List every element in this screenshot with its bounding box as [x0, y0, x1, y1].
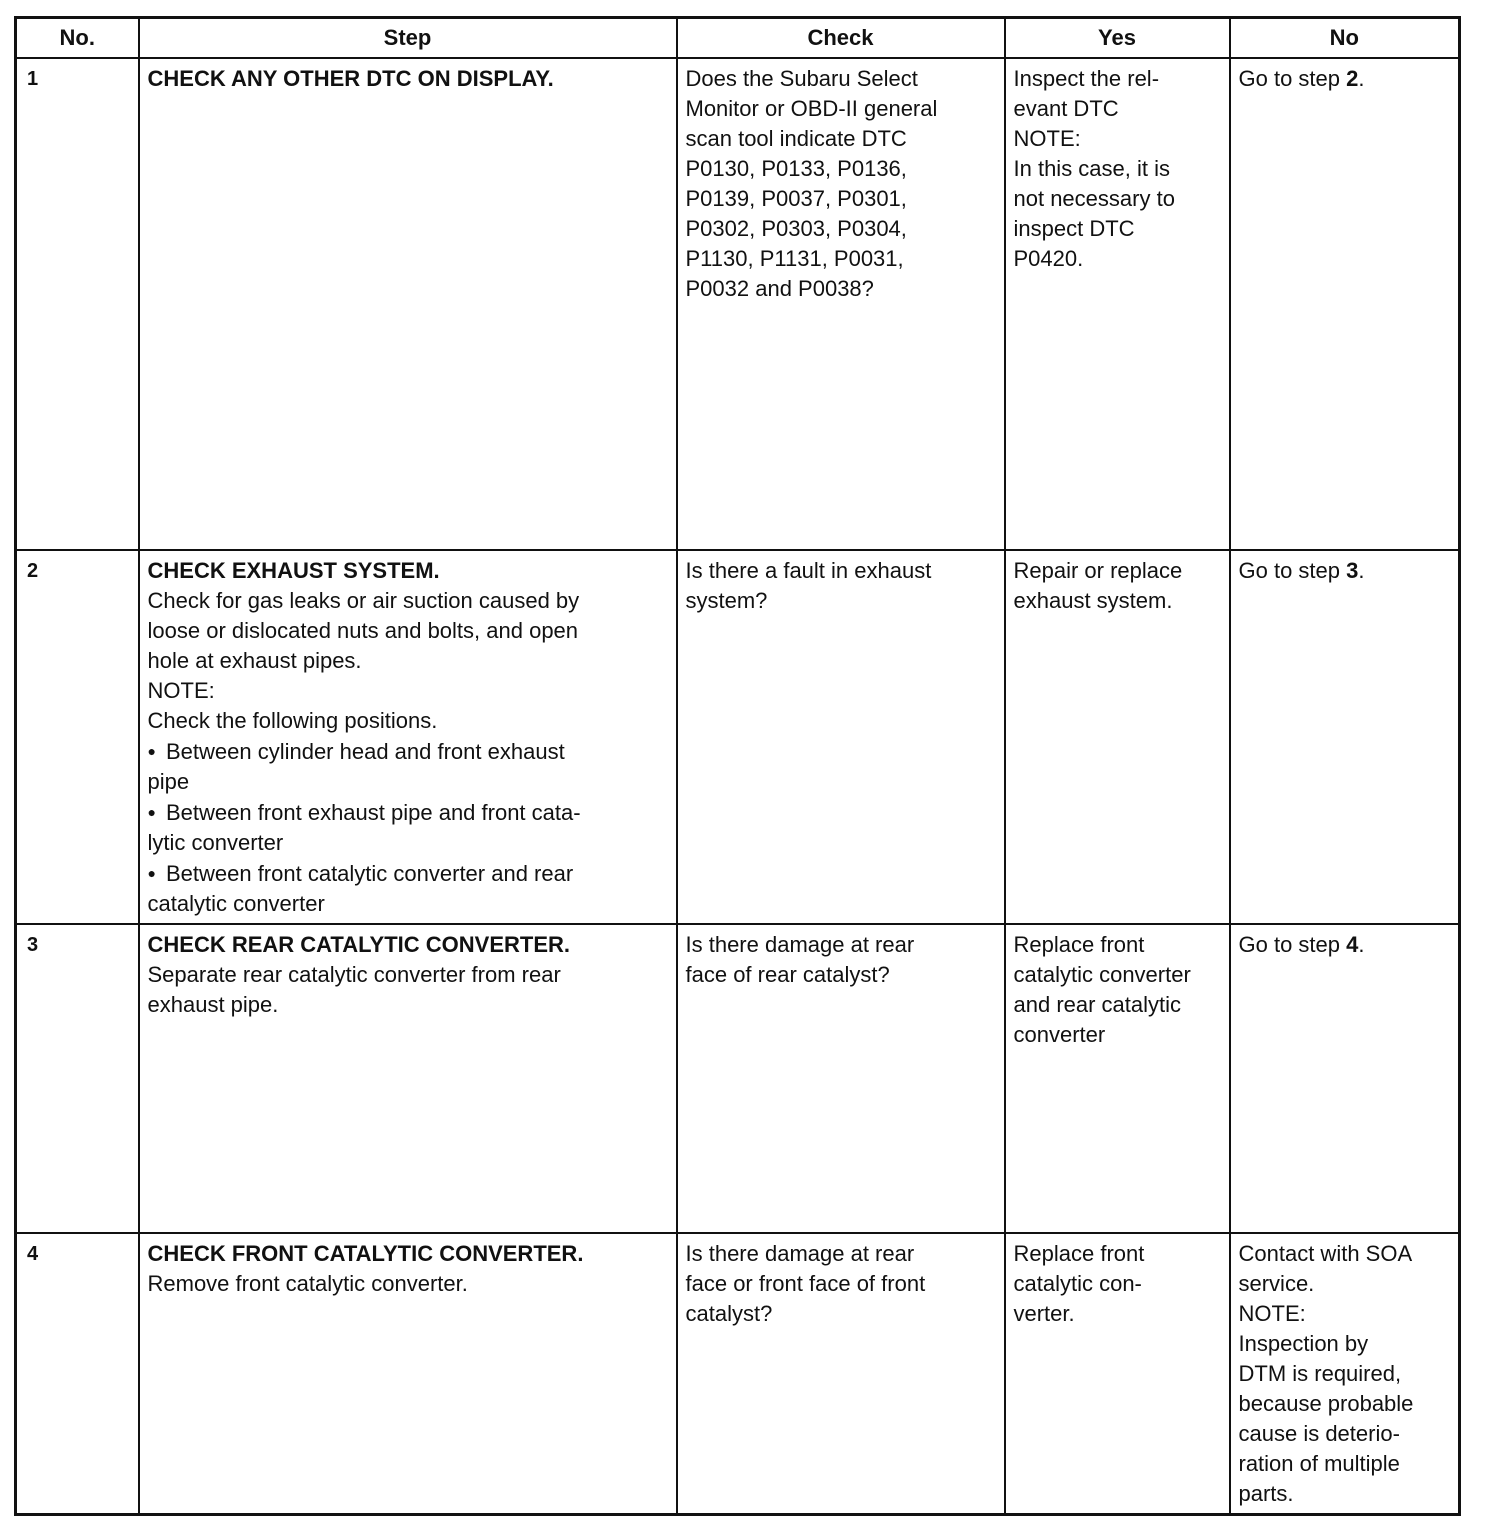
no-line: Contact with SOA: [1238, 1241, 1413, 1266]
check-line: P0032 and P0038?: [685, 276, 874, 301]
header-no: No.: [16, 18, 139, 59]
check-cell: [677, 550, 1005, 924]
check-line: P1130, P1131, P0031,: [685, 246, 904, 271]
check-line: Is there damage at rear: [685, 1241, 915, 1266]
yes-line: Inspect the rel-: [1013, 66, 1160, 91]
step-line: NOTE:: [147, 678, 215, 703]
step-number: 2: [16, 550, 139, 924]
yes-line: evant DTC: [1013, 96, 1119, 121]
no-cell: [1230, 1233, 1460, 1515]
yes-cell: [1005, 924, 1230, 1233]
step-line: Check the following positions.: [147, 708, 438, 733]
step-line: Remove front catalytic converter.: [147, 1271, 468, 1296]
yes-line: Replace front: [1013, 1241, 1145, 1266]
no-prefix: Go to step: [1238, 66, 1347, 91]
yes-line: Repair or replace: [1013, 558, 1183, 583]
bullet-continuation: catalytic converter: [147, 891, 325, 916]
step-line: Separate rear catalytic converter from rear: [147, 962, 561, 987]
no-line: parts.: [1238, 1481, 1294, 1506]
no-cell: [1230, 58, 1460, 550]
bullet-continuation: lytic converter: [147, 830, 284, 855]
no-prefix: Go to step: [1238, 932, 1347, 957]
goto-step-number: 4: [1346, 932, 1359, 957]
bullet-continuation: pipe: [147, 769, 190, 794]
check-line: P0130, P0133, P0136,: [685, 156, 907, 181]
yes-cell: [1005, 58, 1230, 550]
no-line: ration of multiple: [1238, 1451, 1400, 1476]
check-cell: [677, 58, 1005, 550]
table-row: [16, 924, 1460, 1233]
step-title: CHECK EXHAUST SYSTEM.: [147, 558, 440, 583]
yes-line: NOTE:: [1013, 126, 1081, 151]
check-cell: [677, 924, 1005, 1233]
no-suffix: .: [1358, 932, 1365, 957]
no-cell: [1230, 550, 1460, 924]
step-line: loose or dislocated nuts and bolts, and open: [147, 618, 579, 643]
header-row: [16, 18, 1460, 59]
check-line: Monitor or OBD-II general: [685, 96, 938, 121]
header-step: Step: [139, 18, 677, 59]
check-line: system?: [685, 588, 768, 613]
yes-line: Replace front: [1013, 932, 1145, 957]
step-line: exhaust pipe.: [147, 992, 279, 1017]
step-cell: [139, 550, 677, 924]
check-line: catalyst?: [685, 1301, 773, 1326]
yes-line: catalytic con-: [1013, 1271, 1142, 1296]
no-prefix: Go to step: [1238, 558, 1347, 583]
yes-line: converter: [1013, 1022, 1106, 1047]
bullet-item: ● Between front catalytic converter and rear: [148, 858, 668, 889]
yes-cell: [1005, 1233, 1230, 1515]
step-title: CHECK FRONT CATALYTIC CONVERTER.: [147, 1241, 584, 1266]
table-row: [16, 1233, 1460, 1515]
header-no-result: No: [1230, 18, 1460, 59]
yes-line: verter.: [1013, 1301, 1075, 1326]
no-line: Inspection by: [1238, 1331, 1369, 1356]
no-cell: [1230, 924, 1460, 1233]
yes-line: not necessary to: [1013, 186, 1175, 211]
no-line: because probable: [1238, 1391, 1414, 1416]
header-yes: Yes: [1005, 18, 1230, 59]
step-number: 4: [16, 1233, 139, 1515]
diagnostic-table: [14, 16, 1461, 1516]
yes-line: catalytic converter: [1013, 962, 1191, 987]
goto-step-number: 3: [1346, 558, 1359, 583]
check-line: P0302, P0303, P0304,: [685, 216, 907, 241]
yes-line: In this case, it is: [1013, 156, 1171, 181]
no-line: NOTE:: [1238, 1301, 1306, 1326]
step-number: 3: [16, 924, 139, 1233]
yes-line: and rear catalytic: [1013, 992, 1182, 1017]
check-line: scan tool indicate DTC: [685, 126, 907, 151]
check-cell: [677, 1233, 1005, 1515]
check-line: face of rear catalyst?: [685, 962, 890, 987]
step-cell: [139, 924, 677, 1233]
no-line: cause is deterio-: [1238, 1421, 1400, 1446]
step-line: Check for gas leaks or air suction caused by: [147, 588, 580, 613]
check-line: Does the Subaru Select: [685, 66, 918, 91]
table-row: [16, 58, 1460, 550]
check-line: Is there damage at rear: [685, 932, 915, 957]
yes-line: exhaust system.: [1013, 588, 1173, 613]
step-cell: [139, 58, 677, 550]
step-line: hole at exhaust pipes.: [147, 648, 362, 673]
no-suffix: .: [1358, 66, 1365, 91]
header-check: Check: [677, 18, 1005, 59]
table-row: [16, 550, 1460, 924]
no-line: service.: [1238, 1271, 1315, 1296]
step-number: 1: [16, 58, 139, 550]
no-line: DTM is required,: [1238, 1361, 1402, 1386]
step-title: CHECK REAR CATALYTIC CONVERTER.: [147, 932, 571, 957]
bullet-item: ● Between front exhaust pipe and front cata-: [148, 797, 668, 828]
goto-step-number: 2: [1346, 66, 1359, 91]
yes-line: P0420.: [1013, 246, 1084, 271]
yes-line: inspect DTC: [1013, 216, 1135, 241]
step-title: CHECK ANY OTHER DTC ON DISPLAY.: [147, 66, 554, 91]
bullet-item: ● Between cylinder head and front exhaust: [148, 736, 668, 767]
no-suffix: .: [1358, 558, 1365, 583]
step-cell: [139, 1233, 677, 1515]
check-line: face or front face of front: [685, 1271, 926, 1296]
yes-cell: [1005, 550, 1230, 924]
check-line: Is there a fault in exhaust: [685, 558, 932, 583]
check-line: P0139, P0037, P0301,: [685, 186, 907, 211]
